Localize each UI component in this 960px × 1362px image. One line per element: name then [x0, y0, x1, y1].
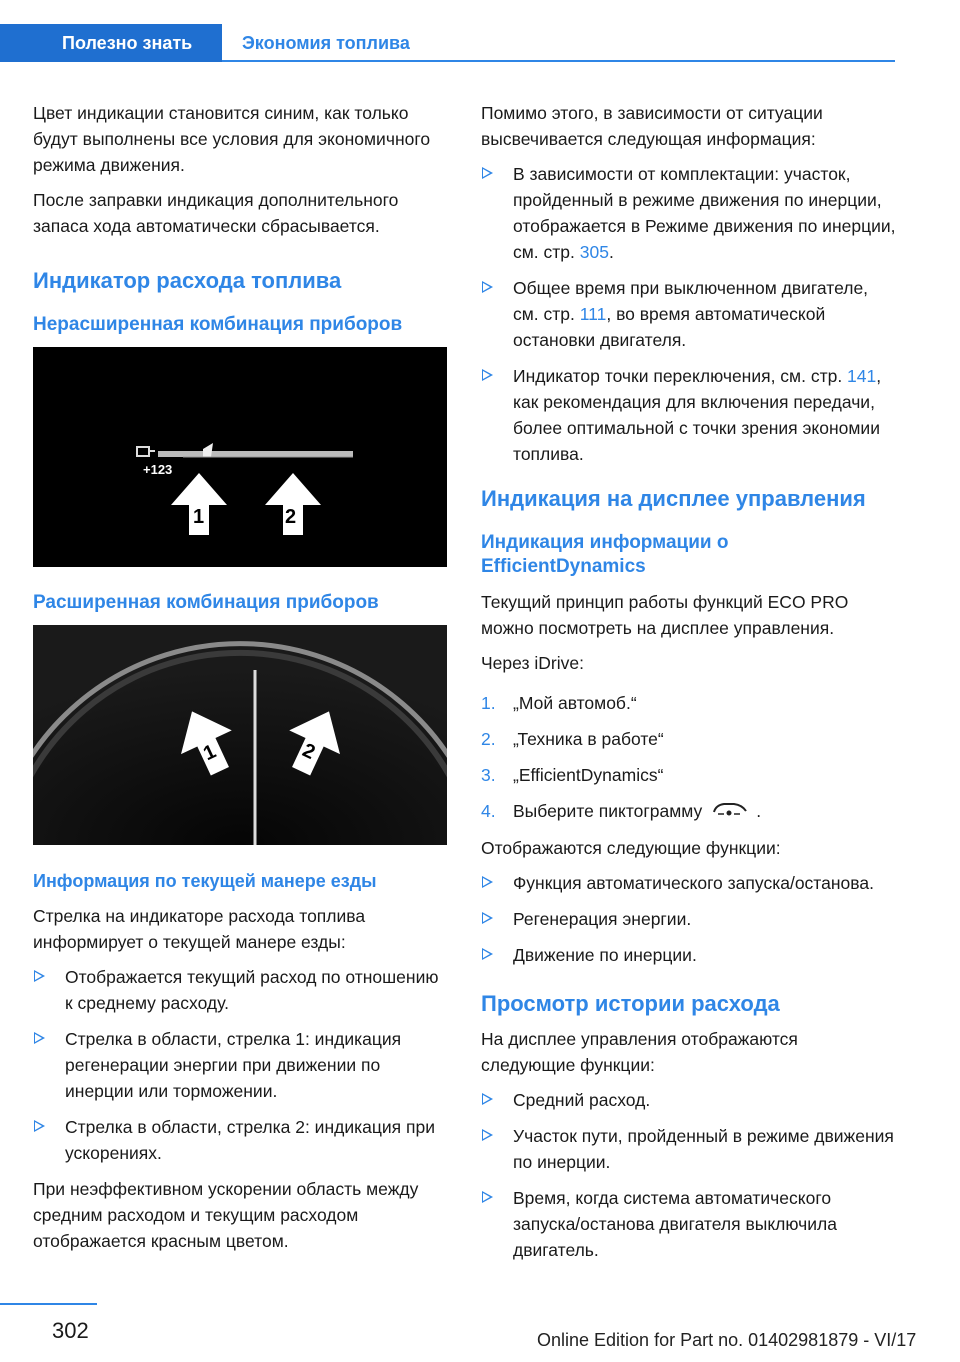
triangle-bullet-icon: [482, 1129, 493, 1141]
paragraph-reset-after-refuel: После заправки индикация дополнительного запаса хода автоматически сбрасывается.: [33, 190, 399, 236]
heading-basic-cluster: Нерасширенная комбинация приборов: [33, 314, 403, 335]
arrow-1-label: 1: [193, 506, 205, 528]
triangle-bullet-icon: [34, 1120, 45, 1132]
paragraph-additional-info: Помимо этого, в зависимости от ситуации высвечивается следующая информация:: [481, 103, 823, 149]
tab-useful-info[interactable]: Полезно знать: [0, 24, 222, 62]
triangle-bullet-icon: [34, 970, 45, 982]
page-link[interactable]: 305: [579, 242, 609, 262]
tab-underline: [0, 60, 222, 62]
paragraph-functions: Отображаются следующие функции:: [481, 838, 781, 859]
list-item: Движение по инерции.: [481, 942, 896, 968]
step-item: 2. „Техника в работе“: [481, 729, 664, 749]
step-item: 1. „Мой автомоб.“: [481, 693, 637, 713]
list-item: Отображается текущий расход по отношению к среднему расходу.: [33, 964, 447, 1016]
list-item: Участок пути, пройденный в режиме движения по инерции.: [481, 1123, 896, 1175]
page-link[interactable]: 111: [579, 304, 607, 324]
paragraph-idrive: Через iDrive:: [481, 653, 584, 673]
list-item: Функция автоматического запуска/останова.: [481, 870, 896, 896]
heading-fuel-indicator: Индикатор расхода топлива: [33, 268, 342, 293]
paragraph-eco-pro: Текущий принцип работы функций ECO PRO можно посмотреть на дисплее управления.: [481, 592, 849, 638]
extended-cluster-image: [33, 625, 447, 845]
paragraph-history: На дисплее управления отображаются следующие функции:: [481, 1029, 798, 1076]
history-list: [481, 1087, 896, 1263]
triangle-bullet-icon: [482, 369, 493, 381]
list-item: Регенерация энергии.: [481, 906, 896, 932]
car-pictogram-icon: [712, 799, 748, 825]
list-item: Индикатор точки переключения, см. стр. 141, как рекомендация для включения передачи, более оптимальной с точки зрения экономии топлива.: [481, 363, 896, 467]
header-tabs: [0, 24, 895, 62]
heading-efficient-dynamics: Индикация информации о EfficientDynamics: [481, 532, 729, 577]
heading-consumption-history: Просмотр истории расхода: [481, 991, 780, 1017]
paragraph-current-driving: Стрелка на индикаторе расхода топлива информирует о текущей манере езды:: [33, 906, 366, 952]
step-item: 4. Выберите пиктограмму .: [481, 798, 896, 825]
basic-cluster-image: [33, 347, 447, 567]
tab-fuel-economy[interactable]: Экономия топлива: [222, 24, 895, 62]
list-item: Стрелка в области, стрелка 1: индикация регенерации энергии при движении по инерции или торможении.: [33, 1026, 447, 1104]
heading-extended-cluster: Расширенная комбинация приборов: [33, 592, 379, 613]
edition-note: Online Edition for Part no. 01402981879 - VI/17: [537, 1330, 917, 1350]
paragraph-blue-indication: Цвет индикации становится синим, как только будут выполнены все условия для экономичного режима движения.: [33, 103, 431, 175]
heading-control-display: Индикация на дисплее управления: [481, 486, 866, 511]
step-item: 3. „EfficientDynamics“: [481, 765, 664, 785]
list-item: Общее время при выключенном двигателе, см. стр. 111, во время автоматической остановки двигателя.: [481, 275, 896, 353]
triangle-bullet-icon: [482, 948, 493, 960]
triangle-bullet-icon: [34, 1032, 45, 1044]
arrow-2-label: 2: [298, 739, 319, 764]
list-item: Средний расход.: [481, 1087, 896, 1113]
paragraph-red-area: При неэффективном ускорении область между средним расходом и текущим расходом отображается красным цветом.: [33, 1179, 419, 1251]
arrow-1-label: 1: [200, 740, 220, 766]
functions-list: [481, 870, 896, 968]
list-item: В зависимости от комплектации: участок, пройденный в режиме движения по инерции, отображается в Режиме движения по инерции, см. стр. 305.: [481, 161, 896, 265]
range-readout: +123: [143, 462, 173, 477]
triangle-bullet-icon: [482, 167, 493, 179]
list-item: Время, когда система автоматического запуска/останова двигателя выключила двигатель.: [481, 1185, 896, 1263]
triangle-bullet-icon: [482, 1191, 493, 1203]
right-column: [481, 100, 896, 1273]
page-link[interactable]: 141: [847, 366, 877, 386]
triangle-bullet-icon: [482, 1093, 493, 1105]
triangle-bullet-icon: [482, 912, 493, 924]
current-driving-list: [33, 964, 447, 1166]
additional-info-list: [481, 161, 896, 467]
list-item: Стрелка в области, стрелка 2: индикация при ускорениях.: [33, 1114, 447, 1166]
triangle-bullet-icon: [482, 876, 493, 888]
heading-current-driving: Информация по текущей манере езды: [33, 871, 377, 891]
page-number: 302: [52, 1318, 89, 1343]
arrow-2-label: 2: [285, 506, 297, 528]
idrive-steps: [481, 690, 896, 825]
footer-rule: [0, 1303, 97, 1305]
left-column: [33, 100, 447, 1263]
triangle-bullet-icon: [482, 281, 493, 293]
